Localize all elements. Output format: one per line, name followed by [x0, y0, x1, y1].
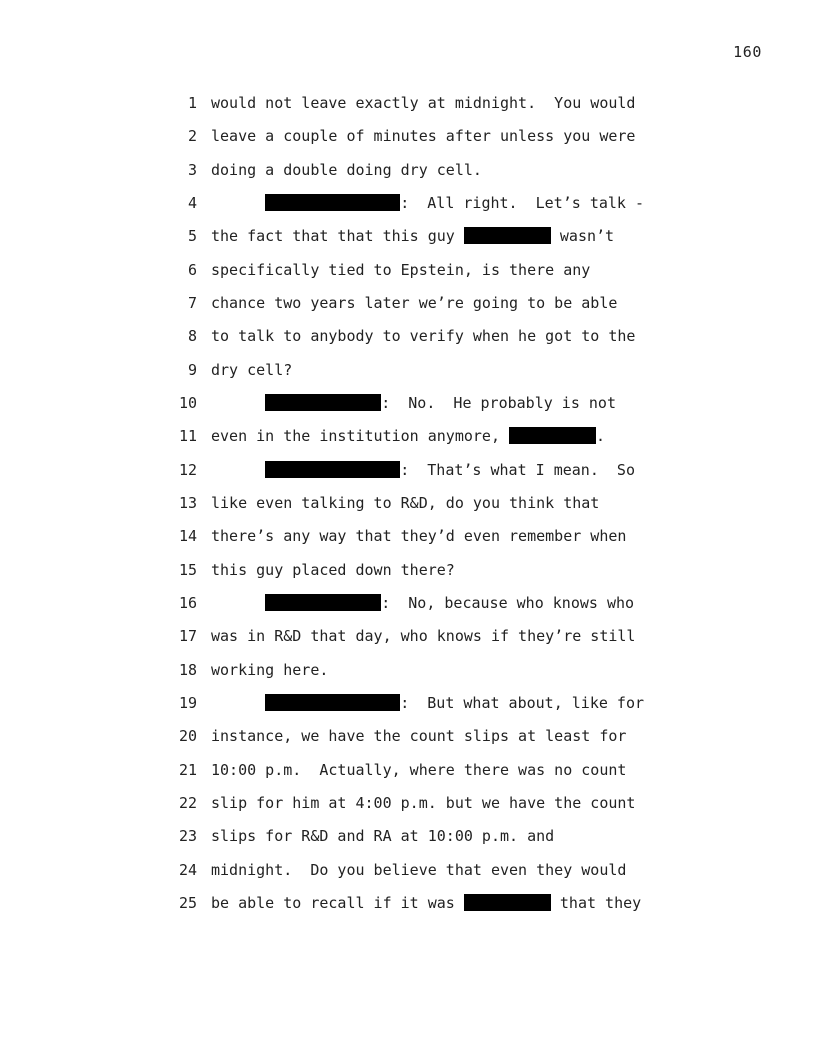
- line-text: doing a double doing dry cell.: [211, 161, 482, 179]
- transcript-line: [0, 391, 816, 415]
- speaker-redaction: [265, 694, 400, 711]
- line-number: 16: [178, 594, 197, 612]
- transcript-line: [0, 224, 816, 248]
- line-number: 25: [178, 894, 197, 912]
- line-number: 8: [187, 327, 197, 345]
- line-text: instance, we have the count slips at least for: [211, 727, 627, 745]
- line-text: : That’s what I mean. So: [211, 458, 635, 482]
- line-text: the fact that that this guy wasn’t: [211, 227, 615, 245]
- transcript-line: [0, 791, 816, 815]
- line-text: to talk to anybody to verify when he got to the: [211, 327, 636, 345]
- line-number: 2: [187, 127, 197, 145]
- line-number: 18: [178, 661, 197, 679]
- line-number: 10: [178, 394, 197, 412]
- transcript-line: [0, 858, 816, 882]
- line-text: chance two years later we’re going to be able: [211, 294, 618, 312]
- line-text: leave a couple of minutes after unless you were: [211, 127, 636, 145]
- transcript-line: [0, 424, 816, 448]
- line-text: specifically tied to Epstein, is there any: [211, 261, 591, 279]
- name-redaction: [464, 227, 551, 244]
- line-text: dry cell?: [211, 361, 293, 379]
- page-number: 160: [733, 43, 762, 61]
- line-text: this guy placed down there?: [211, 561, 455, 579]
- line-number: 4: [187, 194, 197, 212]
- transcript-line: [0, 358, 816, 382]
- line-number: 22: [178, 794, 197, 812]
- transcript-line: [0, 491, 816, 515]
- line-text: midnight. Do you believe that even they would: [211, 861, 627, 879]
- name-redaction: [509, 427, 596, 444]
- transcript-line: [0, 558, 816, 582]
- line-text: like even talking to R&D, do you think that: [211, 494, 600, 512]
- line-text: 10:00 p.m. Actually, where there was no count: [211, 761, 627, 779]
- speaker-redaction: [265, 394, 381, 411]
- line-number: 13: [178, 494, 197, 512]
- line-text: even in the institution anymore, .: [211, 427, 606, 445]
- line-number: 3: [187, 161, 197, 179]
- transcript-line: [0, 591, 816, 615]
- line-number: 5: [187, 227, 197, 245]
- line-text: working here.: [211, 661, 329, 679]
- transcript-line: [0, 91, 816, 115]
- transcript-line: [0, 824, 816, 848]
- line-text: : No, because who knows who: [211, 591, 634, 615]
- line-number: 20: [178, 727, 197, 745]
- line-number: 7: [187, 294, 197, 312]
- name-redaction: [464, 894, 551, 911]
- line-number: 11: [178, 427, 197, 445]
- transcript-line: [0, 724, 816, 748]
- speaker-redaction: [265, 461, 400, 478]
- transcript-line: [0, 658, 816, 682]
- line-number: 19: [178, 694, 197, 712]
- transcript-line: [0, 758, 816, 782]
- speaker-redaction: [265, 594, 381, 611]
- transcript-line: [0, 124, 816, 148]
- transcript-line: [0, 291, 816, 315]
- line-text: slips for R&D and RA at 10:00 p.m. and: [211, 827, 555, 845]
- line-number: 6: [187, 261, 197, 279]
- line-number: 21: [178, 761, 197, 779]
- line-number: 15: [178, 561, 197, 579]
- line-text: would not leave exactly at midnight. You would: [211, 94, 636, 112]
- line-number: 23: [178, 827, 197, 845]
- transcript-line: [0, 891, 816, 915]
- line-text: be able to recall if it was that they: [211, 894, 642, 912]
- line-number: 1: [187, 94, 197, 112]
- transcript-line: [0, 691, 816, 715]
- transcript-line: [0, 524, 816, 548]
- line-number: 24: [178, 861, 197, 879]
- transcript-line: [0, 191, 816, 215]
- transcript-line: [0, 624, 816, 648]
- transcript-line: [0, 158, 816, 182]
- transcript-line: [0, 458, 816, 482]
- transcript-line: [0, 258, 816, 282]
- line-text: : All right. Let’s talk -: [211, 191, 644, 215]
- line-number: 17: [178, 627, 197, 645]
- line-text: there’s any way that they’d even remember when: [211, 527, 627, 545]
- transcript-line: [0, 324, 816, 348]
- line-text: was in R&D that day, who knows if they’re still: [211, 627, 636, 645]
- line-number: 14: [178, 527, 197, 545]
- line-text: slip for him at 4:00 p.m. but we have the count: [211, 794, 636, 812]
- line-text: : No. He probably is not: [211, 391, 616, 415]
- line-number: 12: [178, 461, 197, 479]
- line-number: 9: [187, 361, 197, 379]
- line-text: : But what about, like for: [211, 691, 644, 715]
- speaker-redaction: [265, 194, 400, 211]
